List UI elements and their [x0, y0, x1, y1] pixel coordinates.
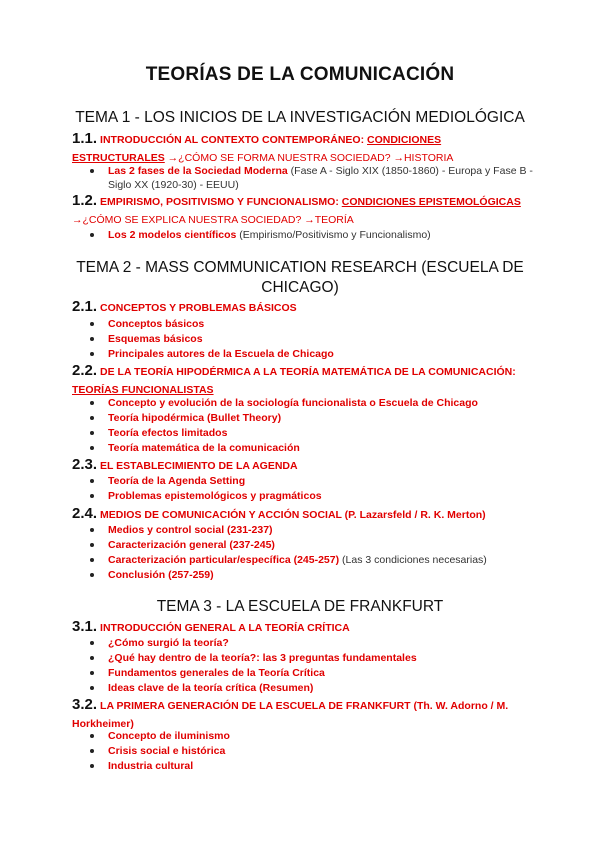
section-2-2: [72, 362, 532, 399]
list-item: [108, 538, 538, 553]
section-3-2: [72, 696, 532, 733]
section-title: INTRODUCCIÓN AL CONTEXTO CONTEMPORÁNEO:: [100, 134, 368, 146]
section-title: DE LA TEORÍA HIPODÉRMICA A LA TEORÍA MATEMÁTICA DE LA COMUNICACIÓN:: [100, 366, 516, 378]
section-title: EL ESTABLECIMIENTO DE LA AGENDA: [100, 460, 298, 472]
section-number: 1.2.: [72, 192, 98, 209]
section-title-suffix: →¿CÓMO SE FORMA NUESTRA SOCIEDAD? →HISTORIA: [164, 152, 454, 164]
list-item: Ideas clave de la teoría crítica (Resumen): [108, 681, 538, 696]
list-item: Concepto de iluminismo: [108, 729, 538, 744]
section-2-4: [72, 505, 532, 524]
section-2-1-list: [108, 317, 538, 362]
section-number: 1.1.: [72, 130, 98, 147]
section-title-suffix: →¿CÓMO SE EXPLICA NUESTRA SOCIEDAD? →TEORÍA: [72, 214, 354, 226]
list-item: Esquemas básicos: [108, 332, 538, 347]
list-item-bold: Medios y control social (231-237): [108, 524, 273, 536]
list-item-bold: Los 2 modelos científicos: [108, 229, 237, 241]
section-number: 2.3.: [72, 456, 98, 473]
list-item: Crisis social e histórica: [108, 744, 538, 759]
section-title-underlined: CONDICIONES ESTRUCTURALES: [72, 134, 442, 164]
section-1-1: [72, 130, 532, 167]
list-item: [108, 523, 538, 538]
list-item-bold: Conclusión (257-259): [108, 569, 214, 581]
section-1-2: [72, 192, 532, 229]
list-item-bold: Caracterización particular/específica (245-257): [108, 554, 340, 566]
list-item: [108, 228, 538, 243]
tema-1-heading: TEMA 1 - LOS INICIOS DE LA INVESTIGACIÓN MEDIOLÓGICA: [75, 109, 525, 126]
tema-2-heading: TEMA 2 - MASS COMMUNICATION RESEARCH (ESCUELA DE CHICAGO): [76, 259, 524, 296]
section-2-1: [72, 298, 532, 317]
list-item-bold: Caracterización general (237-245): [108, 539, 275, 551]
list-item: Concepto y evolución de la sociología funcionalista o Escuela de Chicago: [108, 396, 538, 411]
section-2-2-list: [108, 396, 538, 456]
list-item-rest: (Fase A - Siglo XIX (1850-1860) - Europa y Fase B - Siglo XX (1920-30) - EEUU): [108, 165, 533, 191]
section-title: MEDIOS DE COMUNICACIÓN Y ACCIÓN SOCIAL (P. Lazarsfeld / R. K. Merton): [100, 509, 486, 521]
list-item: Teoría hipodérmica (Bullet Theory): [108, 411, 538, 426]
list-item: Principales autores de la Escuela de Chicago: [108, 347, 538, 362]
list-item-bold: Las 2 fases de la Sociedad Moderna: [108, 165, 288, 177]
list-item: Teoría efectos limitados: [108, 426, 538, 441]
list-item: Problemas epistemológicos y pragmáticos: [108, 489, 538, 504]
section-number: 2.4.: [72, 505, 98, 522]
document-title: TEORÍAS DE LA COMUNICACIÓN: [145, 64, 455, 85]
section-number: 3.2.: [72, 696, 98, 713]
list-item: Teoría matemática de la comunicación: [108, 441, 538, 456]
list-item-rest: (Empirismo/Positivismo y Funcionalismo): [236, 229, 431, 241]
section-2-3-list: [108, 474, 538, 504]
list-item: [108, 164, 538, 192]
list-item: [108, 553, 538, 568]
list-item: Fundamentos generales de la Teoría Crítica: [108, 666, 538, 681]
section-1-1-list: [108, 164, 538, 192]
section-number: 2.1.: [72, 298, 98, 315]
section-1-2-list: [108, 228, 538, 243]
section-2-3: [72, 456, 532, 475]
section-3-1-list: [108, 636, 538, 696]
section-title-underlined: TEORÍAS FUNCIONALISTAS: [72, 384, 214, 396]
list-item: Conceptos básicos: [108, 317, 538, 332]
section-number: 2.2.: [72, 362, 98, 379]
section-2-4-list: [108, 523, 538, 583]
section-title: INTRODUCCIÓN GENERAL A LA TEORÍA CRÍTICA: [100, 622, 350, 634]
list-item: [108, 568, 538, 583]
section-3-1: [72, 618, 532, 637]
list-item-rest: (Las 3 condiciones necesarias): [339, 554, 487, 566]
list-item: ¿Cómo surgió la teoría?: [108, 636, 538, 651]
section-title: EMPIRISMO, POSITIVISMO Y FUNCIONALISMO:: [100, 196, 342, 208]
tema-3-heading: TEMA 3 - LA ESCUELA DE FRANKFURT: [156, 598, 444, 615]
list-item: Teoría de la Agenda Setting: [108, 474, 538, 489]
list-item: Industria cultural: [108, 759, 538, 774]
section-title-underlined: CONDICIONES EPISTEMOLÓGICAS: [341, 196, 521, 208]
section-number: 3.1.: [72, 618, 98, 635]
section-3-2-list: [108, 729, 538, 774]
list-item: ¿Qué hay dentro de la teoría?: las 3 preguntas fundamentales: [108, 651, 538, 666]
section-title: CONCEPTOS Y PROBLEMAS BÁSICOS: [100, 302, 297, 314]
section-title: LA PRIMERA GENERACIÓN DE LA ESCUELA DE FRANKFURT (Th. W. Adorno / M. Horkheimer): [72, 700, 509, 730]
